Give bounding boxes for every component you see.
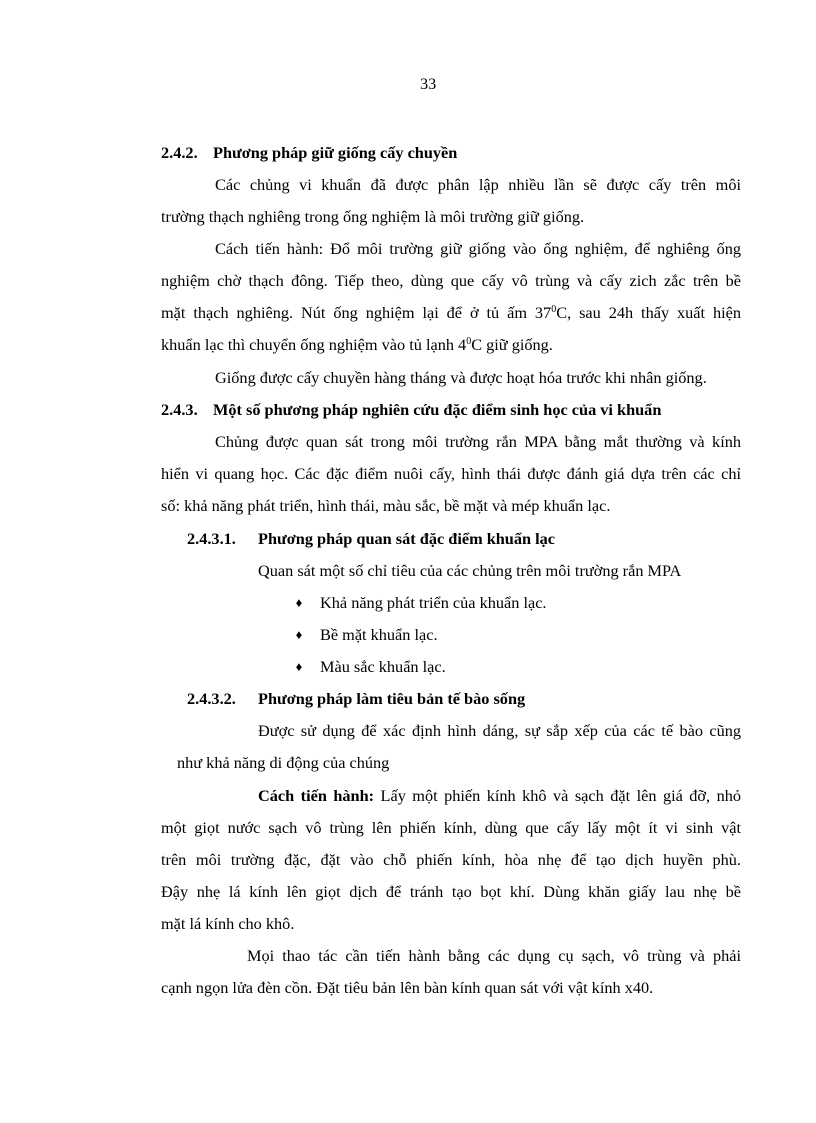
heading-number: 2.4.3.2. — [187, 689, 236, 708]
paragraph-line: Các chủng vi khuẩn đã được phân lập nhiều lần sẽ được cấy trên môi — [215, 175, 741, 194]
superscript-degree: 0 — [551, 304, 557, 315]
heading-2-4-3-1 — [187, 529, 555, 549]
heading-title: Phương pháp quan sát đặc điểm khuẩn lạc — [258, 529, 556, 548]
heading-number: 2.4.3.1. — [187, 529, 236, 548]
list-item: Khả năng phát triển của khuẩn lạc. — [320, 593, 547, 612]
heading-number: 2.4.2. — [161, 143, 198, 162]
list-item: Màu sắc khuẩn lạc. — [320, 657, 446, 676]
heading-title: Phương pháp làm tiêu bản tế bào sống — [258, 689, 526, 708]
paragraph-line: Đậy nhẹ lá kính lên giọt dịch để tránh tạo bọt khí. Dùng khăn giấy lau nhẹ bề — [161, 882, 741, 901]
paragraph-line: một giọt nước sạch vô trùng lên phiến kính, dùng que cấy lấy một ít vi sinh vật — [161, 818, 741, 837]
heading-number: 2.4.3. — [161, 400, 198, 419]
diamond-bullet-icon: ♦ — [295, 627, 303, 642]
bold-label: Cách tiến hành: — [258, 786, 375, 805]
paragraph-line: số: khả năng phát triển, hình thái, màu sắc, bề mặt và mép khuẩn lạc. — [161, 496, 611, 515]
paragraph-line: Mọi thao tác cần tiến hành bằng các dụng cụ sạch, vô trùng và phải — [247, 946, 741, 965]
paragraph-line: cạnh ngọn lửa đèn cồn. Đặt tiêu bản lên bàn kính quan sát với vật kính x40. — [161, 978, 654, 997]
page-number: 33 — [420, 74, 437, 93]
paragraph-line — [161, 303, 741, 323]
paragraph-line: hiển vi quang học. Các đặc điểm nuôi cấy, hình thái được đánh giá dựa trên các chỉ — [161, 464, 741, 483]
heading-2-4-3 — [161, 400, 661, 420]
superscript-degree: 0 — [466, 336, 472, 347]
diamond-bullet-icon: ♦ — [295, 659, 303, 674]
paragraph-line: mặt lá kính cho khô. — [161, 914, 295, 933]
paragraph-line: Giống được cấy chuyền hàng tháng và được hoạt hóa trước khi nhân giống. — [215, 368, 707, 387]
paragraph-line: trường thạch nghiêng trong ống nghiệm là môi trường giữ giống. — [161, 207, 585, 226]
paragraph-line — [161, 335, 553, 355]
heading-title: Phương pháp giữ giống cấy chuyền — [213, 143, 458, 162]
paragraph-line: trên môi trường đặc, đặt vào chỗ phiến kính, hòa nhẹ để tạo dịch huyền phù. — [161, 850, 741, 869]
text-fragment: C, sau 24h thấy xuất hiện — [556, 303, 742, 322]
text-fragment: khuẩn lạc thì chuyển ống nghiệm vào tủ lạnh 4 — [161, 335, 467, 354]
paragraph-line: Chủng được quan sát trong môi trường rắn MPA bằng mắt thường và kính — [215, 432, 741, 451]
heading-2-4-2 — [161, 143, 457, 163]
paragraph-line: Cách tiến hành: Đổ môi trường giữ giống vào ống nghiệm, để nghiêng ống — [215, 239, 741, 258]
list-item: Bề mặt khuẩn lạc. — [320, 625, 438, 644]
text-fragment: Lấy một phiến kính khô và sạch đặt lên giá đỡ, nhỏ — [374, 786, 741, 805]
paragraph-line — [258, 786, 741, 806]
diamond-bullet-icon: ♦ — [295, 595, 303, 610]
paragraph-line: Quan sát một số chỉ tiêu của các chủng trên môi trường rắn MPA — [258, 561, 682, 580]
text-fragment: mặt thạch nghiêng. Nút ống nghiệm lại để ở tủ ấm 37 — [161, 303, 552, 322]
paragraph-line: Được sử dụng để xác định hình dáng, sự sắp xếp của các tế bào cũng — [258, 721, 741, 740]
heading-2-4-3-2 — [187, 689, 525, 709]
paragraph-line: nghiệm chờ thạch đông. Tiếp theo, dùng que cấy vô trùng và cấy zich zắc trên bề — [161, 271, 741, 290]
text-fragment: C giữ giống. — [471, 335, 553, 354]
heading-title: Một số phương pháp nghiên cứu đặc điểm sinh học của vi khuẩn — [213, 400, 662, 419]
paragraph-line: như khả năng di động của chúng — [177, 753, 390, 772]
